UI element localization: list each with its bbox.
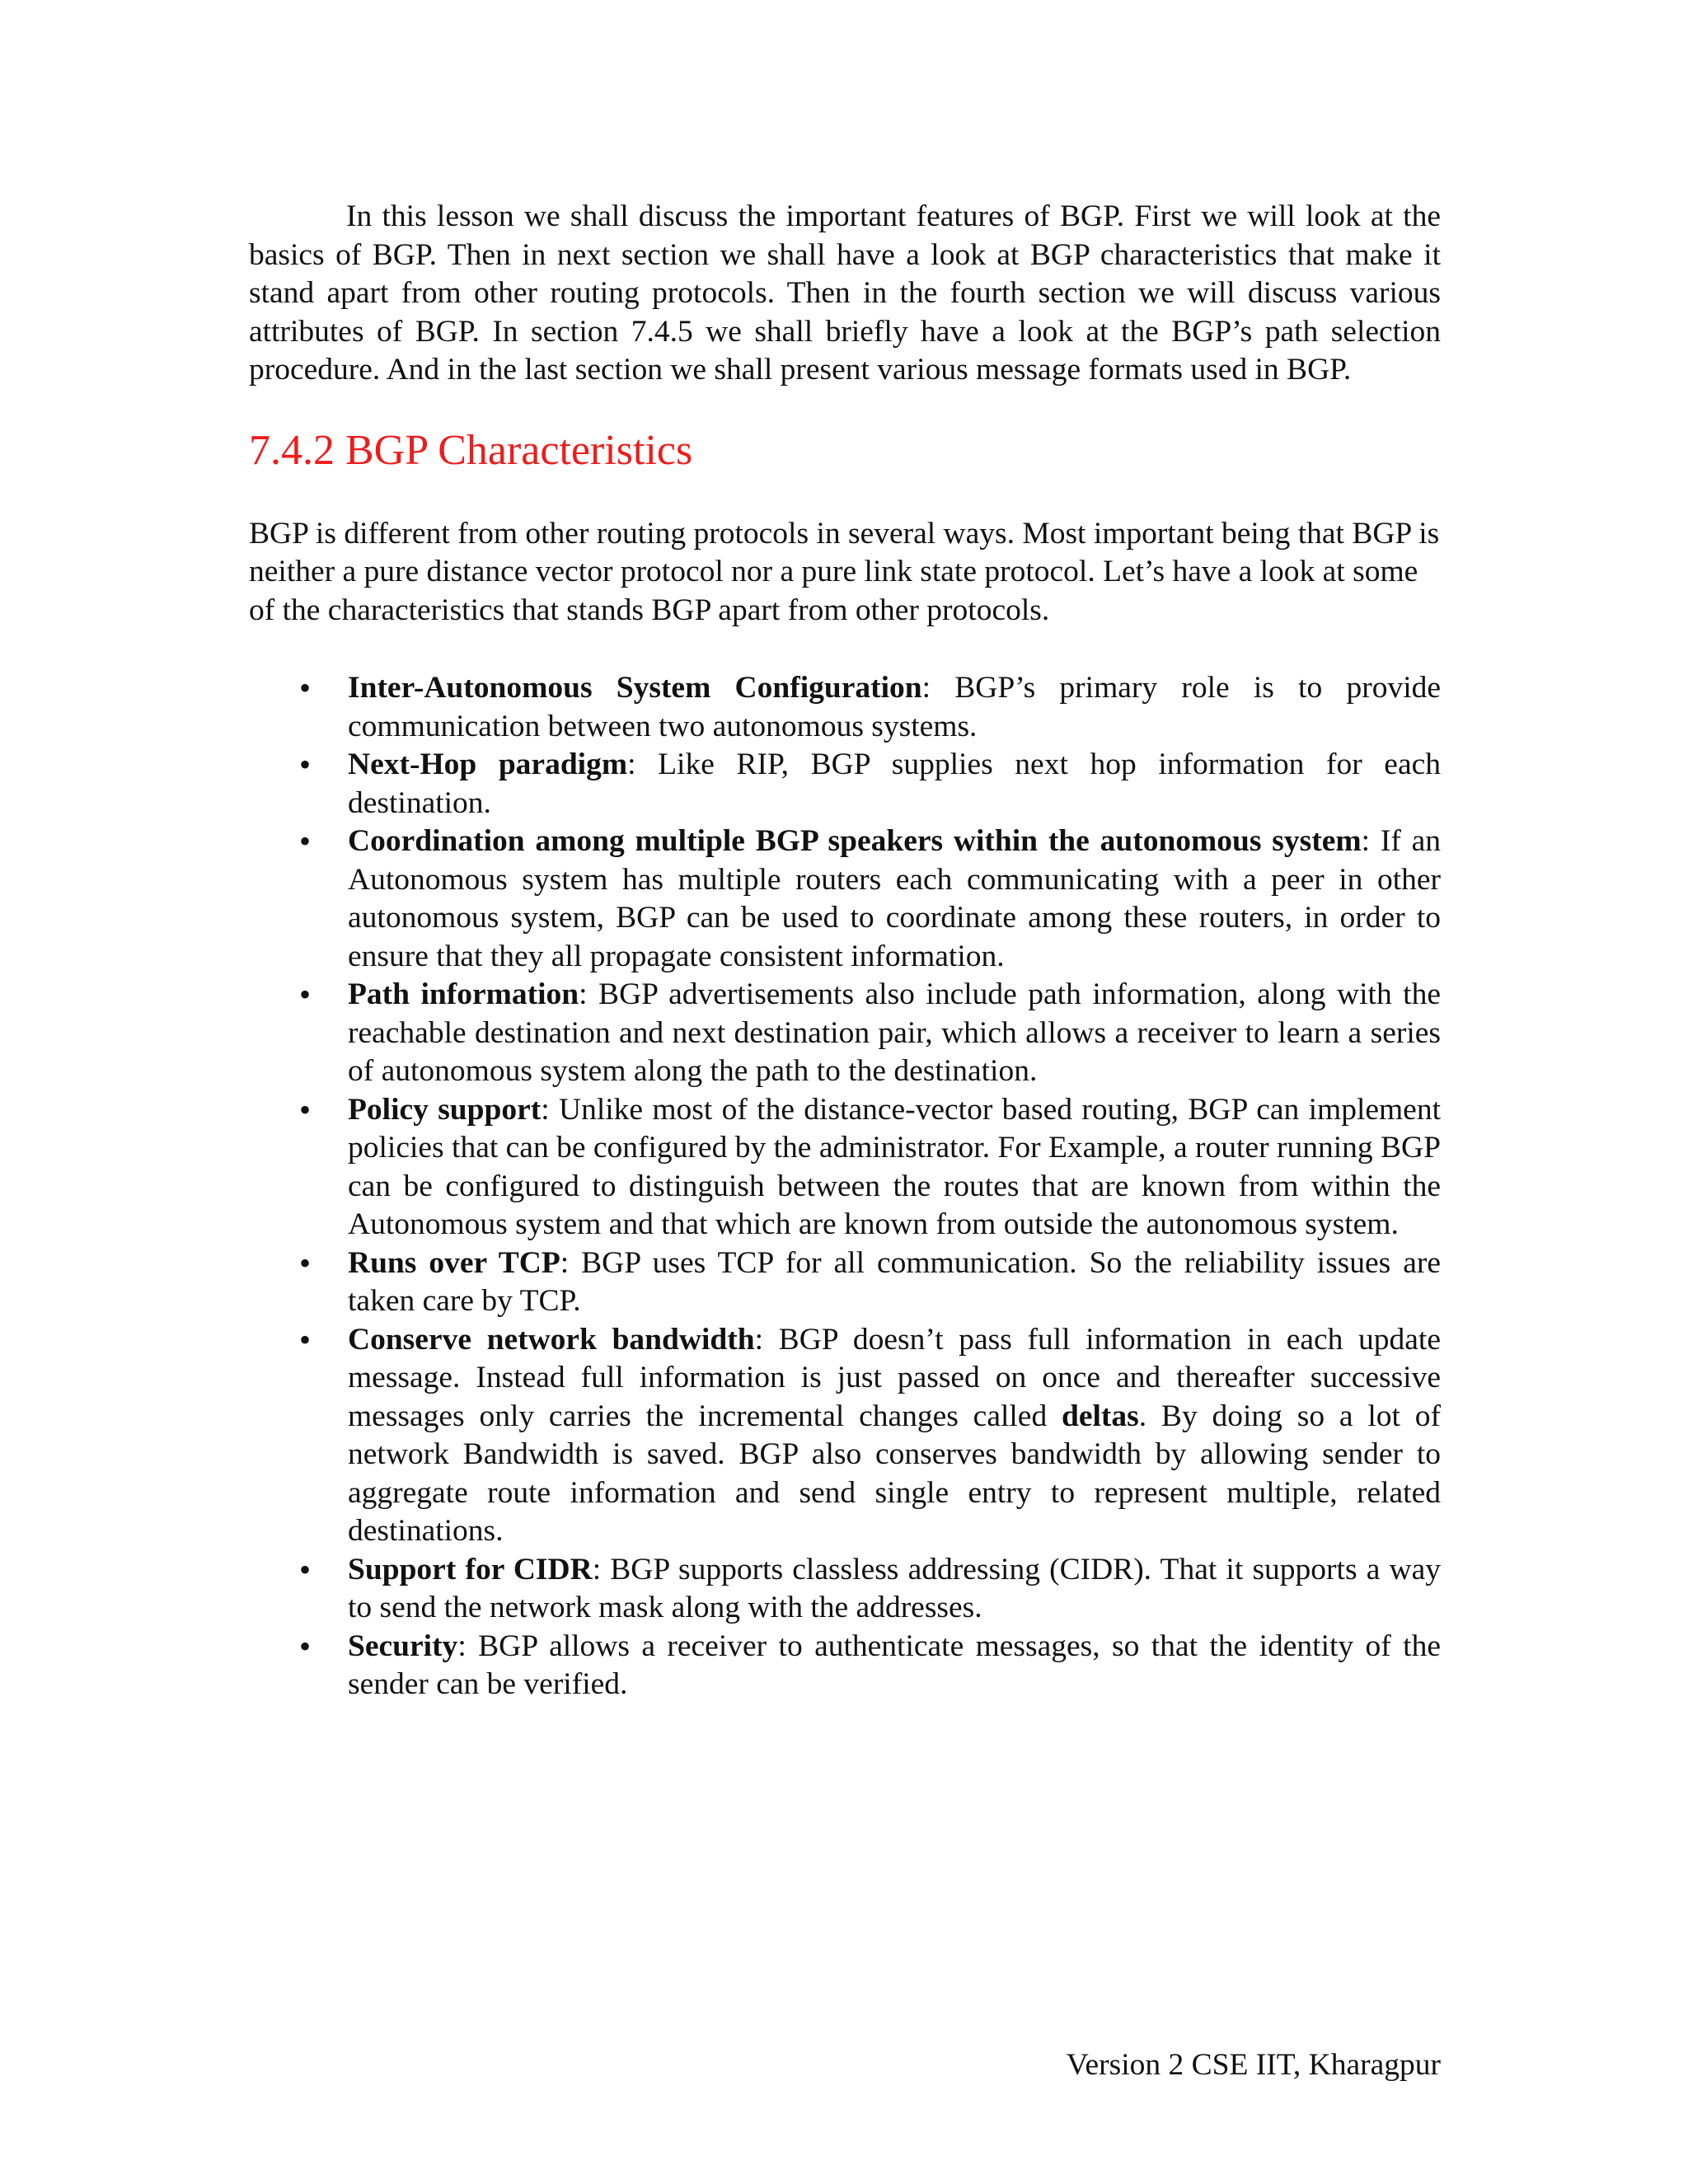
bullet-icon: • (299, 823, 312, 860)
section-lead-paragraph: BGP is different from other routing protocols in several ways. Most important being that BGP is neither a pure distance vector protocol nor a pure link state protocol. Let’s have a look at some of the characteristics that stands BGP apart from other protocols. (249, 516, 1440, 627)
list-item-path-information (249, 976, 1441, 1091)
bullet-icon: • (299, 1550, 312, 1588)
item-term: Policy support (348, 1092, 542, 1127)
item-text: : BGP supports classless addressing (CIDR). That it supports a way to send the network mask along with the addresses. (348, 1552, 1441, 1624)
bullet-icon: • (299, 746, 312, 783)
item-term: Next-Hop paradigm (348, 748, 628, 781)
list-item-policy-support (249, 1091, 1441, 1244)
item-term: Support for CIDR (348, 1552, 593, 1586)
item-term: Path information (348, 977, 579, 1011)
page-content (249, 198, 1441, 1704)
list-item-inter-as-configuration (249, 669, 1441, 746)
section-heading: 7.4.2 BGP Characteristics (249, 426, 693, 474)
item-text: : Like RIP, BGP supplies next hop information for each destination. (348, 748, 1441, 820)
page-footer: Version 2 CSE IIT, Kharagpur (1066, 2048, 1441, 2082)
list-item-security (249, 1628, 1441, 1704)
bullet-icon: • (299, 1320, 312, 1358)
bullet-icon: • (299, 669, 312, 706)
item-emphasis: deltas (1062, 1399, 1139, 1433)
bullet-icon: • (299, 976, 312, 1013)
list-item-cidr-support (249, 1551, 1441, 1628)
item-text: : If an Autonomous system has multiple routers each communicating with a peer in other autonomous system, BGP can be used to coordinate among these routers, in order to ensure that they all propagate consistent information. (348, 824, 1441, 973)
item-text-after: . By doing so a lot of network Bandwidth is saved. BGP also conserves bandwidth by allowing sender to aggregate route information and send single entry to represent multiple, related destinations. (348, 1399, 1441, 1548)
bullet-icon: • (299, 1244, 312, 1282)
item-text: : BGP allows a receiver to authenticate messages, so that the identity of the sender can be verified. (348, 1629, 1441, 1701)
item-term: Runs over TCP (348, 1245, 560, 1280)
item-term: Conserve network bandwidth (348, 1322, 755, 1357)
list-item-coordination (249, 823, 1441, 976)
item-term: Inter-Autonomous System Configuration (348, 671, 922, 705)
characteristics-list (249, 669, 1441, 1704)
list-item-conserve-bandwidth (249, 1321, 1441, 1551)
list-item-runs-over-tcp (249, 1244, 1441, 1321)
item-term: Coordination among multiple BGP speakers within the autonomous system (348, 824, 1362, 858)
item-text: : BGP’s primary role is to provide communication between two autonomous systems. (348, 671, 1442, 743)
item-text: : Unlike most of the distance-vector based routing, BGP can implement policies that can be configured by the administrator. For Example, a router running BGP can be configured to distinguish between the routes that are known from within the Autonomous system and that which are known from outside the autonomous system. (348, 1092, 1441, 1241)
intro-paragraph: In this lesson we shall discuss the important features of BGP. First we will look at the basics of BGP. Then in next section we shall have a look at BGP characteristics that make it stand apart from other routing protocols. Then in the fourth section we will discuss various attributes of BGP. In section 7.4.5 we shall briefly have a look at the BGP’s path selection procedure. And in the last section we shall present various message formats used in BGP. (249, 199, 1441, 387)
item-term: Security (348, 1629, 458, 1663)
list-item-next-hop-paradigm (249, 746, 1441, 823)
bullet-icon: • (299, 1627, 312, 1665)
item-text: : BGP advertisements also include path information, along with the reachable destination and next destination pair, which allows a receiver to learn a series of autonomous system along the path to the destination. (348, 977, 1441, 1088)
item-text: : BGP uses TCP for all communication. So the reliability issues are taken care by TCP. (348, 1245, 1441, 1318)
bullet-icon: • (299, 1090, 312, 1128)
item-text: : BGP doesn’t pass full information in each update message. Instead full information is just passed on once and thereafter successive messages only carries the incremental changes called (348, 1322, 1441, 1433)
